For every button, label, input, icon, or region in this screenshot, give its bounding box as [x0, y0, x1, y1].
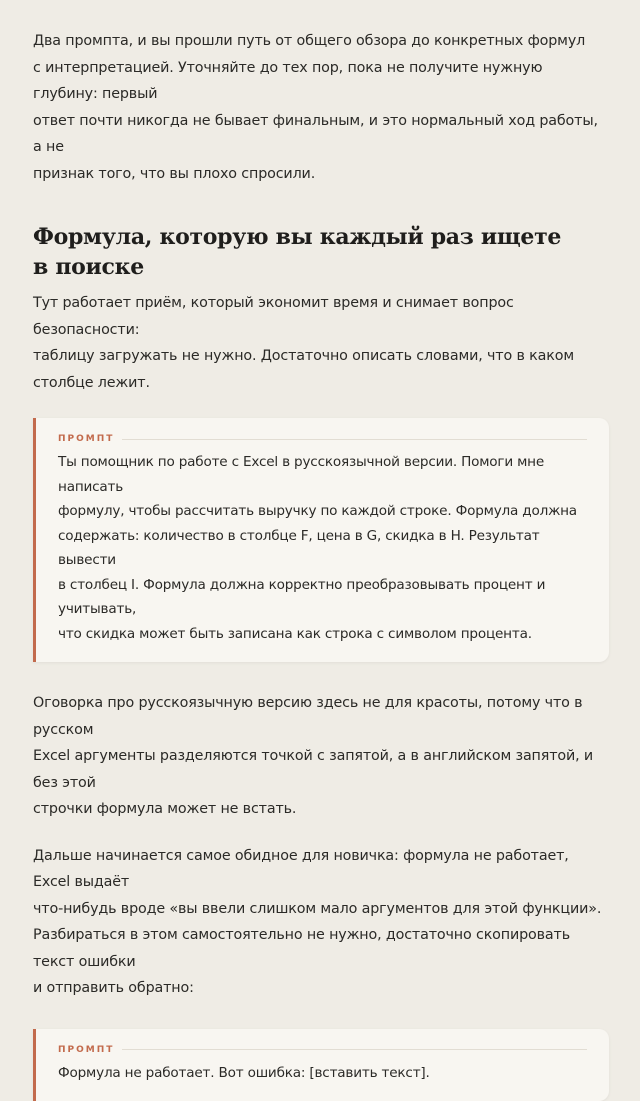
locale-note-line-3: строчки формула может не встать.	[33, 801, 296, 817]
locale-note-paragraph	[33, 690, 609, 823]
section-heading-line-2: в поиске	[33, 254, 144, 280]
section-intro-line-1: Тут работает приём, который экономит время и снимает вопрос безопасности:	[33, 295, 514, 338]
error-line-3: Разбираться в этом самостоятельно не нужно, достаточно скопировать текст ошибки	[33, 927, 570, 970]
error-line-1: Дальше начинается самое обидное для новичка: формула не работает, Excel выдаёт	[33, 848, 569, 891]
prompt-divider	[122, 439, 587, 440]
error-paragraph	[33, 843, 609, 1002]
prompt-divider	[122, 1049, 587, 1050]
intro-line-2: с интерпретацией. Уточняйте до тех пор, пока не получите нужную глубину: первый	[33, 60, 542, 103]
prompt-line-1: Ты помощник по работе с Excel в русскоязычной версии. Помоги мне написать	[58, 454, 544, 495]
prompt-card-error	[33, 1029, 609, 1101]
section-heading-line-1: Формула, которую вы каждый раз ищете	[33, 224, 561, 250]
prompt-line-2: формулу, чтобы рассчитать выручку по каждой строке. Формула должна	[58, 503, 577, 519]
prompt-line-1: Формула не работает. Вот ошибка: [вставить текст].	[58, 1065, 430, 1081]
section-intro-line-2: таблицу загружать не нужно. Достаточно описать словами, что в каком столбце лежит.	[33, 348, 574, 391]
section-heading	[33, 222, 609, 282]
error-line-4: и отправить обратно:	[33, 980, 194, 996]
prompt-line-5: что скидка может быть записана как строка с символом процента.	[58, 626, 532, 642]
prompt-card-header	[58, 432, 587, 446]
error-line-2: что-нибудь вроде «вы ввели слишком мало аргументов для этой функции».	[33, 901, 601, 917]
locale-note-line-1: Оговорка про русскоязычную версию здесь не для красоты, потому что в русском	[33, 695, 582, 738]
prompt-label: ПРОМПТ	[58, 434, 114, 444]
prompt-card-header	[58, 1043, 587, 1057]
intro-line-1: Два промпта, и вы прошли путь от общего обзора до конкретных формул	[33, 33, 585, 49]
section-intro-paragraph	[33, 290, 609, 396]
intro-paragraph	[33, 28, 609, 187]
intro-line-3: ответ почти никогда не бывает финальным, и это нормальный ход работы, а не	[33, 113, 598, 156]
prompt-line-3: содержать: количество в столбце F, цена в G, скидка в H. Результат вывести	[58, 528, 540, 569]
prompt-line-4: в столбец I. Формула должна корректно преобразовывать процент и учитывать,	[58, 577, 545, 618]
prompt-text	[58, 450, 587, 646]
article-content	[33, 28, 609, 1101]
prompt-label: ПРОМПТ	[58, 1045, 114, 1055]
prompt-text	[58, 1061, 587, 1086]
locale-note-line-2: Excel аргументы разделяются точкой с запятой, а в английском запятой, и без этой	[33, 748, 593, 791]
intro-line-4: признак того, что вы плохо спросили.	[33, 166, 315, 182]
prompt-card-formula	[33, 418, 609, 662]
